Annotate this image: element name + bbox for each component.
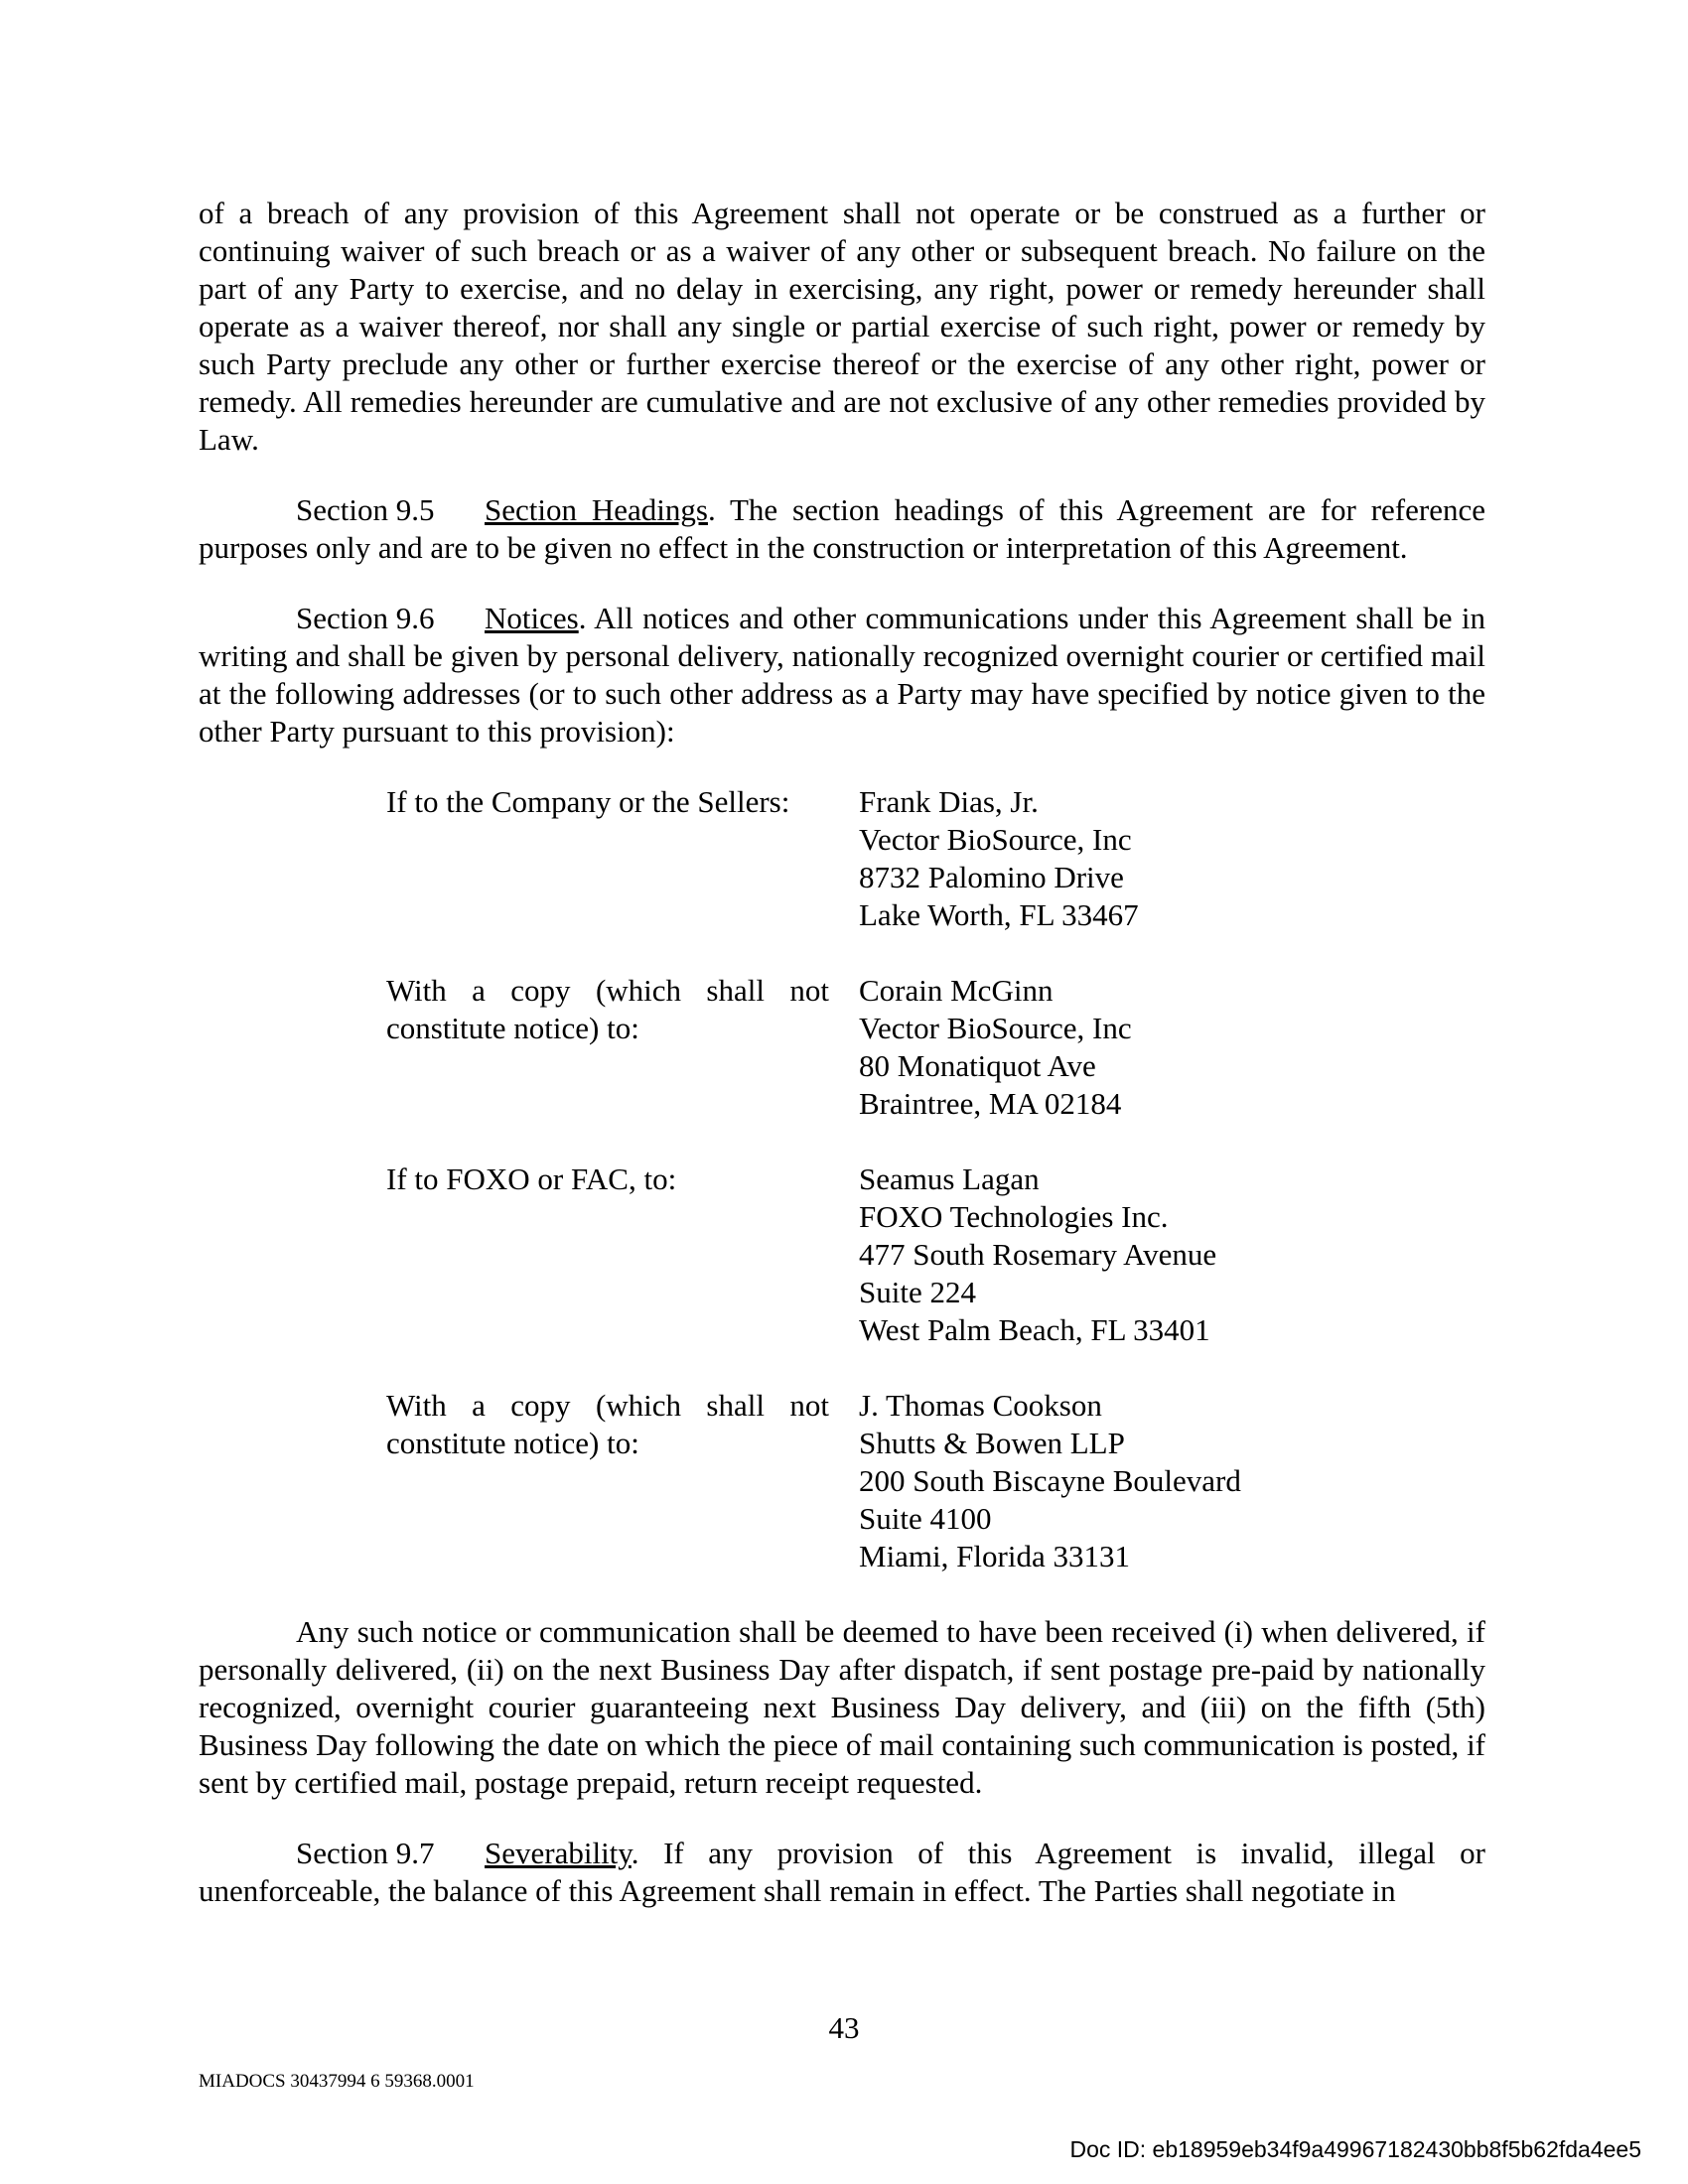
address-line: West Palm Beach, FL 33401 [859, 1312, 1210, 1347]
address-line: Frank Dias, Jr. [859, 784, 1039, 819]
address-line: 8732 Palomino Drive [859, 860, 1124, 894]
section-heading: Section Headings [485, 492, 708, 527]
notice-label: If to FOXO or FAC, to: [386, 1161, 677, 1196]
notice-entry [386, 1387, 1485, 1575]
address-line: Suite 224 [859, 1275, 976, 1309]
page-number: 43 [828, 2010, 860, 2045]
section-number: Section 9.6 [296, 601, 435, 635]
notice-address [859, 1387, 1241, 1575]
section-9-6 [199, 600, 1485, 751]
notice-entry [386, 1160, 1485, 1349]
notice-label: If to the Company or the Sellers: [386, 784, 790, 819]
notice-entry [386, 783, 1485, 934]
address-line: Braintree, MA 02184 [859, 1086, 1122, 1121]
receipt-paragraph: Any such notice or communication shall be deemed to have been received (i) when delivered, if personally delivered, (ii) on the next Business Day after dispatch, if sent postage pre-paid by nationally recognized, overnight courier guaranteeing next Business Day delivery, and (iii) on the fifth (5th) Business Day following the date on which the piece of mail containing such communication is posted, if sent by certified mail, postage prepaid, return receipt requested. [199, 1614, 1485, 1800]
address-line: J. Thomas Cookson [859, 1388, 1102, 1423]
section-number: Section 9.5 [296, 492, 435, 527]
address-line: Miami, Florida 33131 [859, 1539, 1130, 1573]
doc-id-stamp: Doc ID: eb18959eb34f9a49967182430bb8f5b62fda4ee5 [1069, 2136, 1641, 2162]
address-line: Corain McGinn [859, 973, 1054, 1008]
address-line: Suite 4100 [859, 1501, 992, 1536]
intro-paragraph: of a breach of any provision of this Agreement shall not operate or be construed as a further or continuing waiver of such breach or as a waiver of any other or subsequent breach. No failure on the part of any Party to exercise, and no delay in exercising, any right, power or remedy hereunder shall operate as a waiver thereof, nor shall any single or partial exercise of such right, power or remedy by such Party preclude any other or further exercise thereof or the exercise of any other right, power or remedy. All remedies hereunder are cumulative and are not exclusive of any other remedies provided by Law. [199, 196, 1485, 457]
address-line: Vector BioSource, Inc [859, 822, 1132, 857]
footer-document-code: MIADOCS 30437994 6 59368.0001 [199, 2071, 475, 2092]
address-line: 200 South Biscayne Boulevard [859, 1463, 1241, 1498]
section-heading: Notices [485, 601, 579, 635]
notice-address [859, 972, 1132, 1123]
address-line: 477 South Rosemary Avenue [859, 1237, 1217, 1272]
notice-label: With a copy (which shall not constitute notice) to: [386, 1388, 829, 1460]
section-text: . If any provision of this Agreement is invalid, illegal or unenforceable, the balance of this Agreement shall remain in effect. The Parties shall negotiate in [199, 1836, 1485, 1908]
section-9-7 [199, 1835, 1485, 1910]
address-line: Vector BioSource, Inc [859, 1011, 1132, 1045]
notice-addresses [386, 783, 1485, 1575]
address-line: Shutts & Bowen LLP [859, 1426, 1125, 1460]
notice-label: With a copy (which shall not constitute notice) to: [386, 973, 829, 1045]
section-heading: Severability [485, 1836, 632, 1870]
notice-address [859, 1160, 1216, 1349]
address-line: 80 Monatiquot Ave [859, 1048, 1096, 1083]
section-number: Section 9.7 [296, 1836, 435, 1870]
notice-entry [386, 972, 1485, 1123]
address-line: Seamus Lagan [859, 1161, 1040, 1196]
notice-address [859, 783, 1139, 934]
section-text: . All notices and other communications under this Agreement shall be in writing and shall be given by personal delivery, nationally recognized overnight courier or certified mail at the following addresses (or to such other address as a Party may have specified by notice given to the other Party pursuant to this provision): [199, 601, 1485, 749]
document-page [199, 195, 1485, 1910]
address-line: Lake Worth, FL 33467 [859, 897, 1139, 932]
address-line: FOXO Technologies Inc. [859, 1199, 1169, 1234]
section-text: . The section headings of this Agreement are for reference purposes only and are to be given no effect in the construction or interpretation of this Agreement. [199, 492, 1485, 565]
section-9-5 [199, 491, 1485, 567]
